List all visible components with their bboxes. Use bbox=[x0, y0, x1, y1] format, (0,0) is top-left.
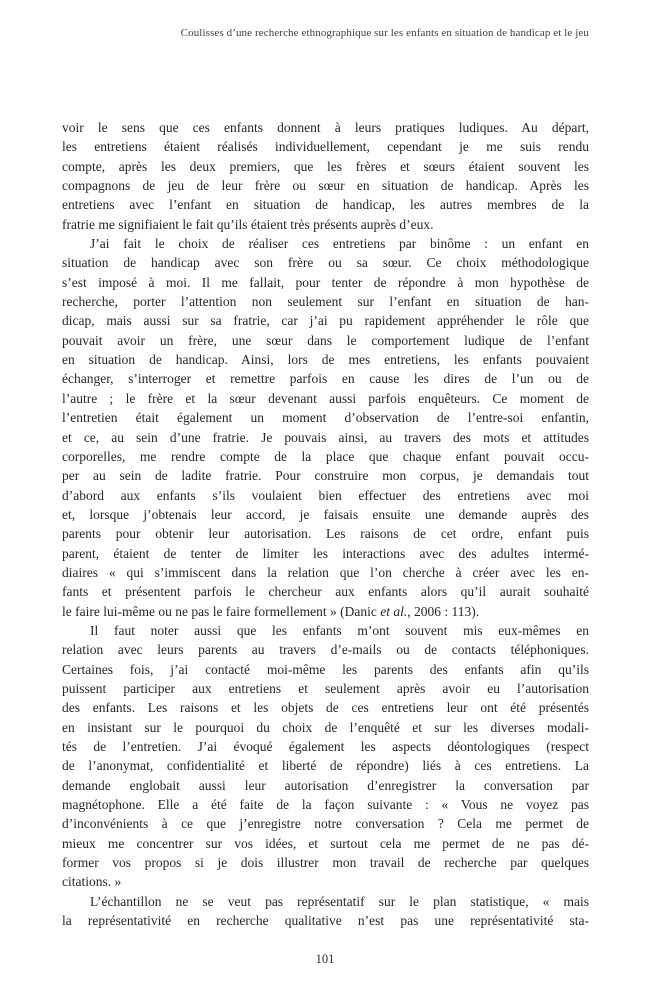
text-line bbox=[62, 660, 589, 679]
text-line bbox=[62, 466, 589, 485]
text-line bbox=[62, 640, 589, 659]
text-segment: tés de l’entretien. J’ai évoqué également les aspects déontologiques (respect bbox=[62, 739, 589, 754]
text-line bbox=[62, 505, 589, 524]
text-segment: corporelles, me rendre compte de la place que chaque enfant pouvait occu- bbox=[62, 448, 589, 464]
text-line bbox=[62, 602, 589, 621]
text-line bbox=[62, 718, 589, 737]
text-segment: , 2006 : 113). bbox=[407, 603, 480, 619]
text-segment: d’inconvénients à ce que j’enregistre notre conversation ? Cela me permet de bbox=[62, 816, 589, 832]
text-line bbox=[62, 215, 589, 234]
text-line bbox=[62, 563, 589, 582]
text-segment: compte, après les deux premiers, que les frères et sœurs étaient souvent les bbox=[62, 158, 589, 174]
text-segment: de l’anonymat, confidentialité et liberté de répondre) liés à ces entretiens. La bbox=[62, 758, 589, 774]
text-segment: demande englobait aussi leur autorisation d’enregistrer la conversation par bbox=[62, 777, 589, 793]
body-text bbox=[62, 118, 589, 930]
text-segment: recherche, porter l’attention non seulement sur l’enfant en situation de han- bbox=[62, 294, 589, 310]
text-segment: et ce, au sein d’une fratrie. Je pouvais ainsi, au travers des mots et attitudes bbox=[62, 429, 589, 445]
text-segment: parents pour obtenir leur autorisation. Les raisons de cet ordre, enfant puis bbox=[62, 526, 589, 542]
text-line bbox=[62, 795, 589, 814]
text-segment: mieux me concentrer sur vos idées, et surtout cela me permet de ne pas dé- bbox=[62, 835, 589, 851]
text-line bbox=[62, 853, 589, 872]
text-line bbox=[62, 137, 589, 156]
text-segment: former vos propos si je dois illustrer mon travail de recherche par quelques bbox=[62, 855, 589, 871]
text-line bbox=[62, 428, 589, 447]
text-segment: des enfants. Les raisons et les objets de ces entretiens leur ont été présentés bbox=[62, 700, 589, 716]
text-segment: en insistant sur le pourquoi du choix de l’enquêté et sur les diverses modali- bbox=[62, 719, 589, 735]
text-segment: per au sein de ladite fratrie. Pour construire mon corpus, je demandais tout bbox=[62, 468, 589, 484]
text-segment: diaires « qui s’immiscent dans la relation que l’on cherche à créer avec les en- bbox=[62, 564, 589, 580]
text-line bbox=[62, 756, 589, 775]
text-segment: puissent participer aux entretiens et seulement après avoir eu l’autorisation bbox=[62, 680, 589, 696]
text-line bbox=[62, 331, 589, 350]
text-line bbox=[62, 157, 589, 176]
text-segment: citations. » bbox=[62, 874, 122, 890]
text-segment: voir le sens que ces enfants donnent à leurs pratiques ludiques. Au départ, bbox=[62, 120, 589, 135]
text-segment: et, lorsque j’obtenais leur accord, je faisais ensuite une demande auprès des bbox=[62, 506, 589, 522]
text-line bbox=[62, 621, 589, 640]
text-line bbox=[62, 524, 589, 543]
text-segment: relation avec leurs parents au travers d’e-mails ou de contacts téléphoniques. bbox=[62, 642, 589, 658]
page-number: 101 bbox=[315, 952, 335, 966]
text-line bbox=[62, 737, 589, 756]
text-line bbox=[62, 834, 589, 853]
text-line bbox=[62, 350, 589, 369]
text-segment: fratrie me signifiaient le fait qu’ils étaient très présents auprès d’eux. bbox=[62, 216, 434, 232]
text-segment: s’est imposé à moi. Il me fallait, pour tenter de répondre à mon hypothèse de bbox=[62, 274, 589, 290]
text-line bbox=[62, 311, 589, 330]
text-segment: la représentativité en recherche qualitative n’est pas une représentativité sta- bbox=[62, 913, 589, 929]
text-segment: L’échantillon ne se veut pas représentatif sur le plan statistique, « mais bbox=[90, 893, 589, 909]
text-line bbox=[62, 234, 589, 253]
text-line bbox=[62, 369, 589, 388]
text-line bbox=[62, 544, 589, 563]
text-line bbox=[62, 679, 589, 698]
text-line bbox=[62, 776, 589, 795]
text-segment: J’ai fait le choix de réaliser ces entretiens par binôme : un enfant en bbox=[90, 236, 589, 252]
text-segment: dicap, mais aussi sur sa fratrie, car j’ai pu rapidement appréhender le rôle que bbox=[62, 313, 589, 329]
text-segment: magnétophone. Elle a été faite de la façon suivante : « Vous ne voyez pas bbox=[62, 797, 589, 813]
text-segment: Certaines fois, j’ai contacté moi-même les parents des enfants afin qu’ils bbox=[62, 661, 589, 677]
text-segment: échanger, s’interroger et remettre parfois en cause les dires de l’un ou de bbox=[62, 371, 589, 387]
text-line bbox=[62, 892, 589, 911]
text-segment: entretiens avec l’enfant en situation de handicap, les autres membres de la bbox=[62, 197, 589, 213]
text-segment: l’autre ; le frère et la sœur devenant aussi parfois enquêteurs. Ce moment de bbox=[62, 390, 589, 406]
text-line bbox=[62, 408, 589, 427]
text-segment: en situation de handicap. Ainsi, lors de mes entretiens, les enfants pouvaient bbox=[62, 352, 589, 368]
text-line bbox=[62, 292, 589, 311]
text-segment: situation de handicap avec son frère ou sa sœur. Ce choix méthodologique bbox=[62, 255, 589, 271]
italic-text: et al. bbox=[380, 603, 408, 619]
text-segment: les entretiens étaient réalisés individuellement, cependant je me suis rendu bbox=[62, 139, 589, 155]
text-line bbox=[62, 447, 589, 466]
running-header: Coulisses d’une recherche ethnographique sur les enfants en situation de handicap et le jeu bbox=[180, 27, 589, 39]
text-line bbox=[62, 389, 589, 408]
text-segment: Il faut noter aussi que les enfants m’ont souvent mis eux-mêmes en bbox=[90, 622, 589, 638]
text-segment: compagnons de jeu de leur frère ou sœur en situation de handicap. Après les bbox=[62, 178, 589, 194]
text-line bbox=[62, 253, 589, 272]
text-line bbox=[62, 195, 589, 214]
text-line bbox=[62, 698, 589, 717]
text-segment: parent, étaient de tenter de limiter les interactions avec des adultes intermé- bbox=[62, 545, 589, 561]
text-line bbox=[62, 118, 589, 137]
text-line bbox=[62, 176, 589, 195]
text-segment: le faire lui-même ou ne pas le faire formellement » (Danic bbox=[62, 603, 381, 619]
text-segment: l’entretien était également un moment d’observation de l’entre-soi enfantin, bbox=[62, 410, 589, 426]
text-line bbox=[62, 273, 589, 292]
text-segment: pouvait avoir un frère, une sœur dans le comportement ludique de l’enfant bbox=[62, 332, 589, 348]
text-segment: fants et présentent parfois le chercheur aux enfants alors qu’il aurait souhaité bbox=[62, 584, 589, 600]
text-line bbox=[62, 872, 589, 891]
text-line bbox=[62, 814, 589, 833]
text-line bbox=[62, 486, 589, 505]
text-line bbox=[62, 911, 589, 930]
text-line bbox=[62, 582, 589, 601]
text-segment: d’abord aux enfants s’ils voulaient bien effectuer des entretiens avec moi bbox=[62, 487, 589, 503]
